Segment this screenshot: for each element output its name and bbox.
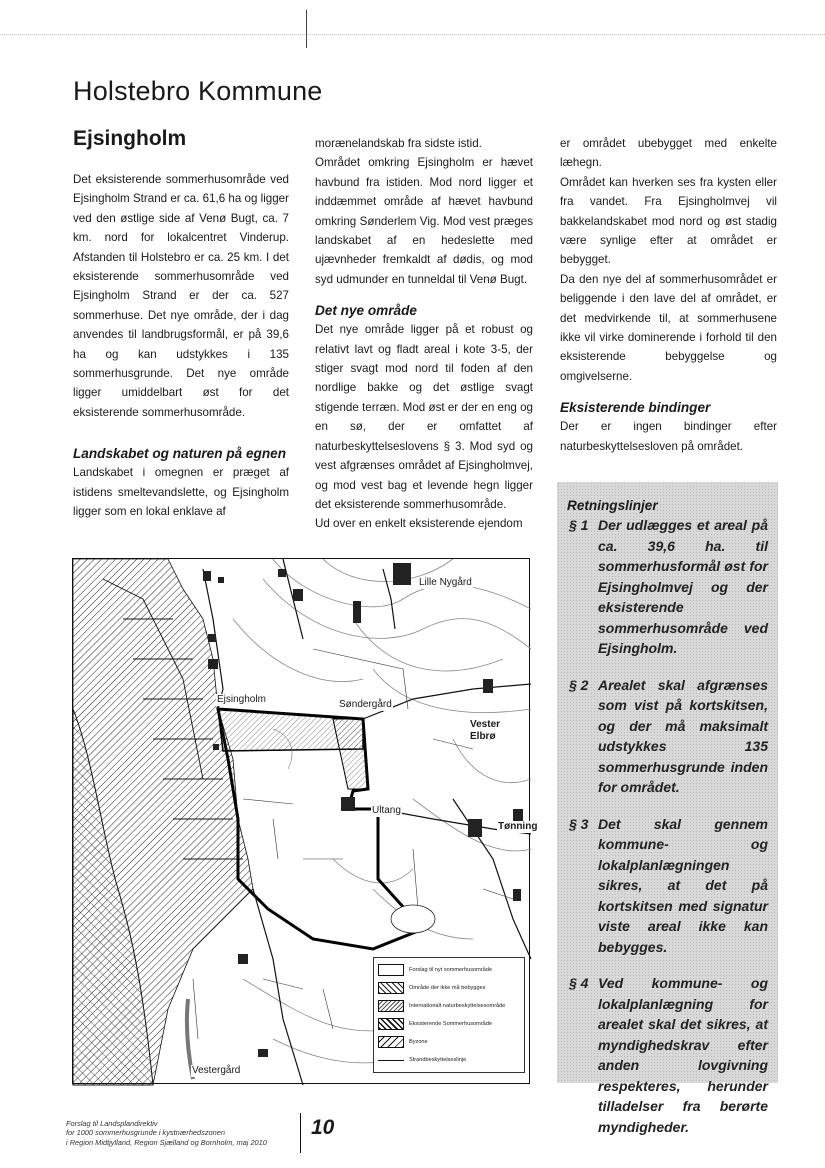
guideline-number: § 3 [569,815,589,832]
text-column-3 [560,134,777,456]
map-label-sondergaard: Søndergård [339,699,392,710]
top-rule [0,34,825,35]
legend-label: Område der ikke må bebygges [409,984,486,991]
legend-row [378,997,520,1015]
guideline-text: Der udlægges et areal på ca. 39,6 ha. til sommerhusformål øst for Ejsingholmvej og der eksisterende sommerhusområde ved Ejsingholm. [598,517,768,656]
page-number: 10 [311,1116,335,1139]
guidelines-title: Retningslinjer [567,498,658,513]
guideline-text: Arealet skal afgrænses som vist på kortskitsen, og der må maksimalt udstykkes 135 sommerhusgrunde inden for området. [598,676,768,795]
no-build-area-east [333,719,368,789]
guideline-number: § 4 [569,975,589,991]
paragraph-bindinger: Der er ingen bindinger efter naturbeskyttelsesloven på området. [560,420,777,453]
legend-label: Strandbeskyttelseslinje [409,1056,467,1063]
legend-swatch-beach-line [378,1060,404,1061]
area-map [72,558,538,1084]
guideline-text: Ved kommune- og lokalplanlægning for arealet skal det sikres, at myndighedskrav efter anden lovgivning respekteres, herunder tilladelser fra berørte myndigheder. [598,975,768,1135]
legend-row [378,1015,520,1033]
paragraph-moraene: morænelandskab fra sidste istid. [315,137,482,150]
map-label-vester-elbro: Vester Elbrø [469,719,529,743]
paragraph-omraadet: Området omkring Ejsingholm er hævet havbund fra istiden. Mod nord ligger et inddæmmet område af hævet havbund omkring Sønderlem Vig. Mod vest præges landskabet af en hedeslette med ujævnheder fremkaldt af dødis, og mod syd udmunder en tunneldal til Venø Bugt. [315,156,533,286]
legend-swatch-existing [378,1018,404,1030]
text-column-1 [73,170,289,522]
legend-swatch-new-area [378,964,404,976]
lake [391,905,435,933]
heading-nye-omraade: Det nye område [315,303,417,319]
legend-label: Forslag til nyt sommerhusområde [409,966,493,973]
footer-rule [300,1113,301,1153]
map-label-ejsingholm: Ejsingholm [217,694,266,705]
map-label-tonning: Tønning [498,821,538,832]
section-title: Ejsingholm [73,127,187,150]
paragraph-beliggenhed: Da den nye del af sommerhusområdet er beliggende i den lave del af området, er det medvirkende til, at sommerhusene ikke vil virke dominerende i forhold til den eksisterende bebyggelse og omgivelserne. [560,272,777,383]
footer-line: for 1000 sommerhusgrunde i kystnærhedszonen [66,1128,225,1138]
paragraph-nye-omraade: Det nye område ligger på et robust og relativt lavt og fladt areal i kote 3-5, der stiger svagt mod nord til foden af den nordlige bakke og det østlige svagt stigende terræn. Mod øst er der en eng og en sø, der er omfattet af naturbeskyttelseslovens § 3. Mod syd og vest afgrænses området af Ejsingholmvej, og mod vest bag et levende hegn ligger det eksisterende sommerhusområde. [315,323,533,511]
center-tick [306,10,307,48]
heading-bindinger: Eksisterende bindinger [560,400,711,416]
guideline-item [567,515,768,659]
legend-label: Eksisterende Sommerhusområde [409,1020,493,1027]
guideline-text: Det skal gennem kommune- og lokalplanlægningen sikres, at det på kortskitsen med signatur viste areal ikke kan bebygges. [598,815,768,955]
map-label-vestergaard: Vestergård [192,1065,241,1076]
guideline-item [567,973,768,1137]
footer-line: i Region Midtjylland, Region Sjælland og Bornholm, maj 2010 [66,1137,267,1147]
map-label-lille-nygaard: Lille Nygård [419,577,472,588]
legend-label: Internationalt naturbeskyttelsesområde [409,1002,506,1009]
legend-row [378,1033,520,1051]
heading-landskab: Landskabet og naturen på egnen [73,446,286,462]
map-label-ultang: Ultang [372,805,401,816]
paragraph-intro: Det eksisterende sommerhusområde ved Ejsingholm Strand er ca. 61,6 ha og ligger ved den østlige side af Venø Bugt, ca. 7 km. nord for lokalcentret Vinderup. Afstanden til Holstebro er ca. 25 km. I det eksisterende sommerhusområde ved Ejsingholm Strand er der ca. 527 sommerhuse. Det nye område, der i dag anvendes til landbrugsformål, er på 39,6 ha og kan udstykkes i 135 sommerhusgrunde. Det nye område ligger umiddelbart øst for det eksisterende sommerhusområde. [73,173,289,419]
legend-row [378,961,520,979]
legend-label: Byzone [409,1038,428,1045]
legend-swatch-no-build [378,982,404,994]
paragraph-synlighed: Området kan hverken ses fra kysten eller fra vandet. Fra Ejsingholmvej vil bakkelandskabet mod nord og øst stadig være synlige efter at området er bebygget. [560,175,777,267]
footer-line: Forslag til Landsplandirektiv [66,1119,158,1128]
paragraph-ejendom: Ud over en enkelt eksisterende ejendom [315,517,523,531]
legend-swatch-natura [378,1000,404,1012]
legend-row [378,979,520,997]
footer-text [66,1119,267,1147]
text-column-2 [315,134,533,534]
paragraph-ubebygget: er området ubebygget med enkelte læhegn. [560,137,777,170]
map-legend [373,957,525,1073]
guideline-item [567,675,768,798]
guidelines-box [557,482,778,1135]
guideline-number: § 1 [569,517,589,533]
legend-row [378,1051,520,1069]
paragraph-landskab: Landskabet i omegnen er præget af istidens smeltevandslette, og Ejsingholm ligger som en lokal enklave af [73,466,289,519]
guideline-item [567,814,768,958]
guideline-number: § 2 [569,676,589,693]
legend-swatch-byzone [378,1036,404,1048]
page-title: Holstebro Kommune [73,76,323,106]
